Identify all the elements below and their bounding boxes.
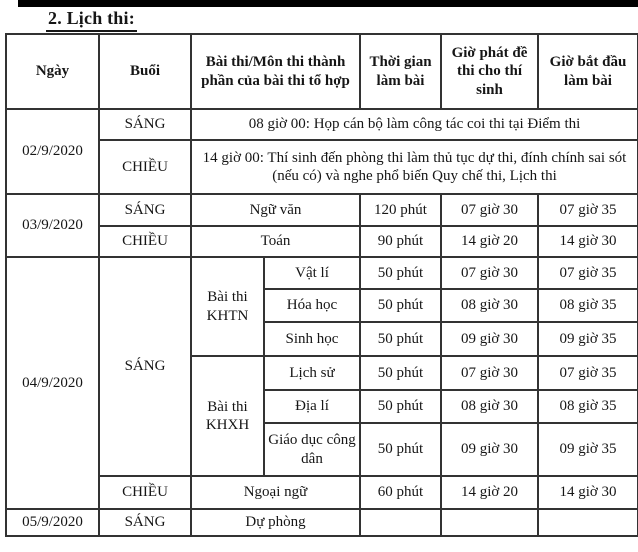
- start-time-cell: 07 giờ 35: [538, 194, 638, 226]
- handout-time-cell: 14 giờ 20: [441, 476, 538, 509]
- duration-cell-empty: [360, 509, 441, 536]
- scan-top-black-bar: [18, 0, 638, 7]
- date-cell-04-9-2020: 04/9/2020: [6, 257, 99, 509]
- header-cell-exam: Bài thi/Môn thi thành phần của bài thi tổ hợp: [191, 34, 360, 109]
- subject-cell-gdcd: Giáo dục công dân: [264, 423, 360, 476]
- duration-cell: 50 phút: [360, 257, 441, 289]
- handout-time-cell: 08 giờ 30: [441, 289, 538, 322]
- header-cell-date: Ngày: [6, 34, 99, 109]
- subject-cell-vat-li: Vật lí: [264, 257, 360, 289]
- note-cell-proctor-meeting: 08 giờ 00: Họp cán bộ làm công tác coi thi tại Điểm thi: [191, 109, 638, 140]
- note-cell-candidate-procedures: 14 giờ 00: Thí sinh đến phòng thi làm thủ tục dự thi, đính chính sai sót (nếu có) và nghe phổ biến Quy chế thi, Lịch thi: [191, 140, 638, 194]
- subject-cell-lich-su: Lịch sử: [264, 356, 360, 390]
- start-time-cell: 14 giờ 30: [538, 226, 638, 257]
- duration-cell: 120 phút: [360, 194, 441, 226]
- duration-cell: 50 phút: [360, 390, 441, 423]
- subject-cell-du-phong: Dự phòng: [191, 509, 360, 536]
- start-time-cell: 07 giờ 35: [538, 356, 638, 390]
- session-cell-afternoon: CHIỀU: [99, 476, 191, 509]
- duration-cell: 50 phút: [360, 289, 441, 322]
- session-cell-morning: SÁNG: [99, 509, 191, 536]
- duration-cell: 50 phút: [360, 322, 441, 356]
- start-time-cell-empty: [538, 509, 638, 536]
- table-row: [6, 257, 638, 289]
- handout-time-cell-empty: [441, 509, 538, 536]
- table-row: [6, 476, 638, 509]
- subject-cell-toan: Toán: [191, 226, 360, 257]
- header-cell-session: Buổi: [99, 34, 191, 109]
- start-time-cell: 09 giờ 35: [538, 322, 638, 356]
- start-time-cell: 08 giờ 35: [538, 289, 638, 322]
- duration-cell: 50 phút: [360, 423, 441, 476]
- table-row: [6, 509, 638, 536]
- subject-cell-sinh-hoc: Sinh học: [264, 322, 360, 356]
- start-time-cell: 09 giờ 35: [538, 423, 638, 476]
- duration-cell: 90 phút: [360, 226, 441, 257]
- handout-time-cell: 09 giờ 30: [441, 322, 538, 356]
- section-heading: 2. Lịch thi:: [46, 8, 137, 32]
- table-row: [6, 109, 638, 140]
- handout-time-cell: 07 giờ 30: [441, 194, 538, 226]
- subject-cell-hoa-hoc: Hóa học: [264, 289, 360, 322]
- session-cell-afternoon: CHIỀU: [99, 226, 191, 257]
- start-time-cell: 14 giờ 30: [538, 476, 638, 509]
- date-cell-05-9-2020: 05/9/2020: [6, 509, 99, 536]
- duration-cell: 60 phút: [360, 476, 441, 509]
- header-cell-duration: Thời gian làm bài: [360, 34, 441, 109]
- table-row: [6, 226, 638, 257]
- session-cell-morning: SÁNG: [99, 257, 191, 476]
- table-header-row: [6, 34, 638, 109]
- header-cell-handout-time: Giờ phát đề thi cho thí sinh: [441, 34, 538, 109]
- start-time-cell: 07 giờ 35: [538, 257, 638, 289]
- group-cell-khxh: Bài thi KHXH: [191, 356, 264, 476]
- session-cell-morning: SÁNG: [99, 194, 191, 226]
- handout-time-cell: 09 giờ 30: [441, 423, 538, 476]
- session-cell-afternoon: CHIỀU: [99, 140, 191, 194]
- session-cell-morning: SÁNG: [99, 109, 191, 140]
- header-cell-start-time: Giờ bắt đầu làm bài: [538, 34, 638, 109]
- date-cell-03-9-2020: 03/9/2020: [6, 194, 99, 257]
- subject-cell-dia-li: Địa lí: [264, 390, 360, 423]
- handout-time-cell: 07 giờ 30: [441, 257, 538, 289]
- duration-cell: 50 phút: [360, 356, 441, 390]
- table-row: [6, 140, 638, 194]
- subject-cell-ngu-van: Ngữ văn: [191, 194, 360, 226]
- handout-time-cell: 08 giờ 30: [441, 390, 538, 423]
- group-cell-khtn: Bài thi KHTN: [191, 257, 264, 356]
- handout-time-cell: 07 giờ 30: [441, 356, 538, 390]
- exam-schedule-table: [5, 33, 638, 537]
- start-time-cell: 08 giờ 35: [538, 390, 638, 423]
- subject-cell-ngoai-ngu: Ngoại ngữ: [191, 476, 360, 509]
- date-cell-02-9-2020: 02/9/2020: [6, 109, 99, 194]
- table-row: [6, 194, 638, 226]
- handout-time-cell: 14 giờ 20: [441, 226, 538, 257]
